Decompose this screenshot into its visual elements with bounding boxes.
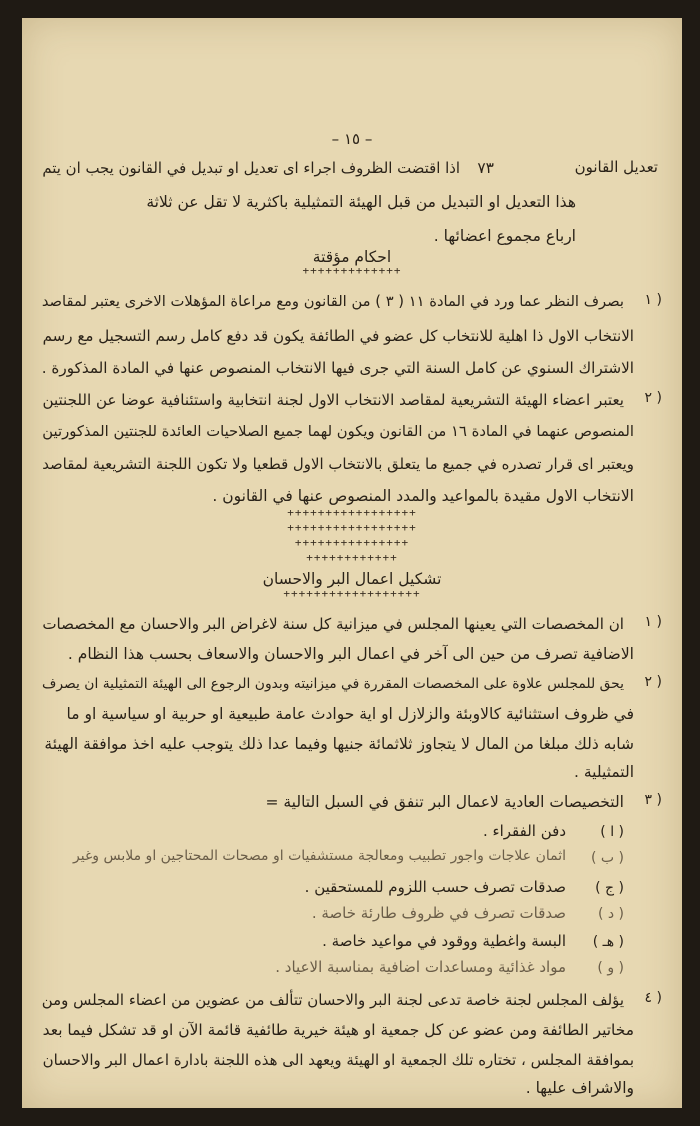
section2-item4-line-4: والاشراف عليها . — [525, 1079, 634, 1097]
section2-item2-line-1: يحق للمجلس علاوة على المخصصات المقررة في ميزانيته وبدون الرجوع الى الهيئة التمثيلية ان يصرف — [42, 676, 624, 692]
section2-item2-number: ٢ ) — [644, 674, 662, 690]
section1-item1-line-2: الانتخاب الاول ذا اهلية للانتخاب كل عضو في الطائفة يكون قد دفع كامل رسم التسجيل مع رسم — [42, 327, 634, 345]
article73-line-1: اذا اقتضت الظروف اجراء اى تعديل او تبديل في القانون يجب ان يتم — [42, 159, 460, 177]
margin-title: تعديل القانون — [574, 158, 658, 176]
section2-item1-number: ١ ) — [644, 614, 662, 630]
separator-row-2: +++++++++++++++++ — [287, 521, 417, 534]
section1-item2-line-2: المنصوص عنهما في المادة ١٦ من القانون ويكون لهما جميع الصلاحيات العائدة للجنتين المذكورتين — [42, 423, 634, 440]
article73-line-2: هذا التعديل او التبديل من قبل الهيئة التمثيلية باكثرية لا تقل عن ثلاثة — [146, 193, 576, 211]
sub-item-text-a: دفن الفقراء . — [483, 822, 566, 840]
section2-item1-line-1: ان المخصصات التي يعينها المجلس في ميزانية كل سنة لاغراض البر والاحسان مع المخصصات — [42, 615, 624, 633]
section2-item2-line-4: التمثيلية . — [574, 763, 634, 781]
section1-item2-line-3: ويعتبر اى قرار تصدره في جميع ما يتعلق بالانتخاب الاول قطعيا ولا تكون اللجنة التشريعية لمقاصد — [42, 455, 634, 473]
sub-item-text-c: صدقات تصرف حسب اللزوم للمستحقين . — [304, 878, 566, 896]
sub-item-text-e: البسة واغطية ووقود في مواعيد خاصة . — [322, 932, 566, 950]
section1-heading-rule: +++++++++++++ — [302, 264, 402, 277]
section2-item4-line-2: مخاتير الطائفة ومن عضو عن كل جمعية او هيئة خيرية طائفية قائمة الآن او قد تشكل فيما بعد — [42, 1021, 634, 1039]
section2-heading: تشكيل اعمال البر والاحسان — [262, 570, 442, 588]
separator-row-4: ++++++++++++ — [306, 551, 398, 564]
section2-item2-line-3: شابه ذلك مبلغا من المال لا يتجاوز ثلاثمائة جنيها وفيما عدا ذلك يتوجب عليه اخذ موافقة الهيئة — [44, 735, 634, 753]
separator-row-1: +++++++++++++++++ — [287, 506, 417, 519]
section1-item1-line-1: بصرف النظر عما ورد في المادة ١١ ( ٣ ) من القانون ومع مراعاة المؤهلات الاخرى يعتبر لمقاصد — [41, 293, 624, 310]
sub-item-label-a: ( ا ) — [600, 824, 624, 840]
sub-item-text-f: مواد غذائية ومساعدات اضافية بمناسبة الاعياد . — [275, 958, 566, 976]
sub-item-label-c: ( ج ) — [595, 880, 624, 896]
section1-item1-line-3: الاشتراك السنوي عن كامل السنة التي جرى فيها الانتخاب المنصوص عنها في المادة المذكورة . — [41, 359, 634, 377]
section2-item3-number: ٣ ) — [644, 792, 662, 808]
section1-item1-number: ١ ) — [644, 292, 662, 308]
sub-item-label-b: ( ب ) — [590, 850, 624, 866]
section2-heading-rule: ++++++++++++++++++ — [283, 587, 421, 600]
section2-item1-line-2: الاضافية تصرف من حين الى آخر في اعمال البر والاحسان والاسعاف بحسب هذا النظام . — [67, 645, 634, 663]
section2-item4-number: ٤ ) — [644, 990, 662, 1006]
document-page — [22, 18, 682, 1108]
page-number: – ١٥ – — [331, 130, 373, 148]
section1-item2-number: ٢ ) — [644, 390, 662, 406]
sub-item-text-d: صدقات تصرف في ظروف طارئة خاصة . — [311, 904, 566, 922]
section2-item2-line-2: في ظروف استثنائية كالاوبئة والزلازل او اية حوادث عامة طبيعية او حربية او سياسية او ما — [66, 705, 634, 723]
sub-item-label-d: ( د ) — [597, 906, 624, 922]
section1-item2-line-1: يعتبر اعضاء الهيئة التشريعية لمقاصد الانتخاب الاول لجنة انتخابية واستئنافية عوضا عن اللجنتين — [42, 391, 624, 409]
section2-item4-line-1: يؤلف المجلس لجنة خاصة تدعى لجنة البر والاحسان تتألف من عضوين من اعضاء المجلس ومن — [41, 991, 624, 1009]
article73-line-3: ارباع مجموع اعضائها . — [433, 227, 576, 245]
section2-item4-line-3: بموافقة المجلس ، تختاره تلك الجمعية او الهيئة ويعهد الى هذه اللجنة بادارة اعمال البر والاحسان — [42, 1051, 634, 1069]
sub-item-text-b: اثمان علاجات واجور تطبيب ومعالجة مستشفيات او مصحات المحتاجين او ملابس وغير — [73, 848, 566, 864]
article73-number: ٧٣ — [477, 159, 494, 177]
sub-item-label-e: ( هـ ) — [592, 934, 624, 950]
section1-item2-line-4: الانتخاب الاول مقيدة بالمواعيد والمدد المنصوص عنها في القانون . — [212, 487, 634, 505]
section2-item3-line-1: التخصيصات العادية لاعمال البر تنفق في السبل التالية = — [265, 793, 624, 811]
section1-heading: احكام مؤقتة — [312, 248, 392, 266]
sub-item-label-f: ( و ) — [597, 960, 624, 976]
separator-row-3: +++++++++++++++ — [294, 536, 410, 549]
